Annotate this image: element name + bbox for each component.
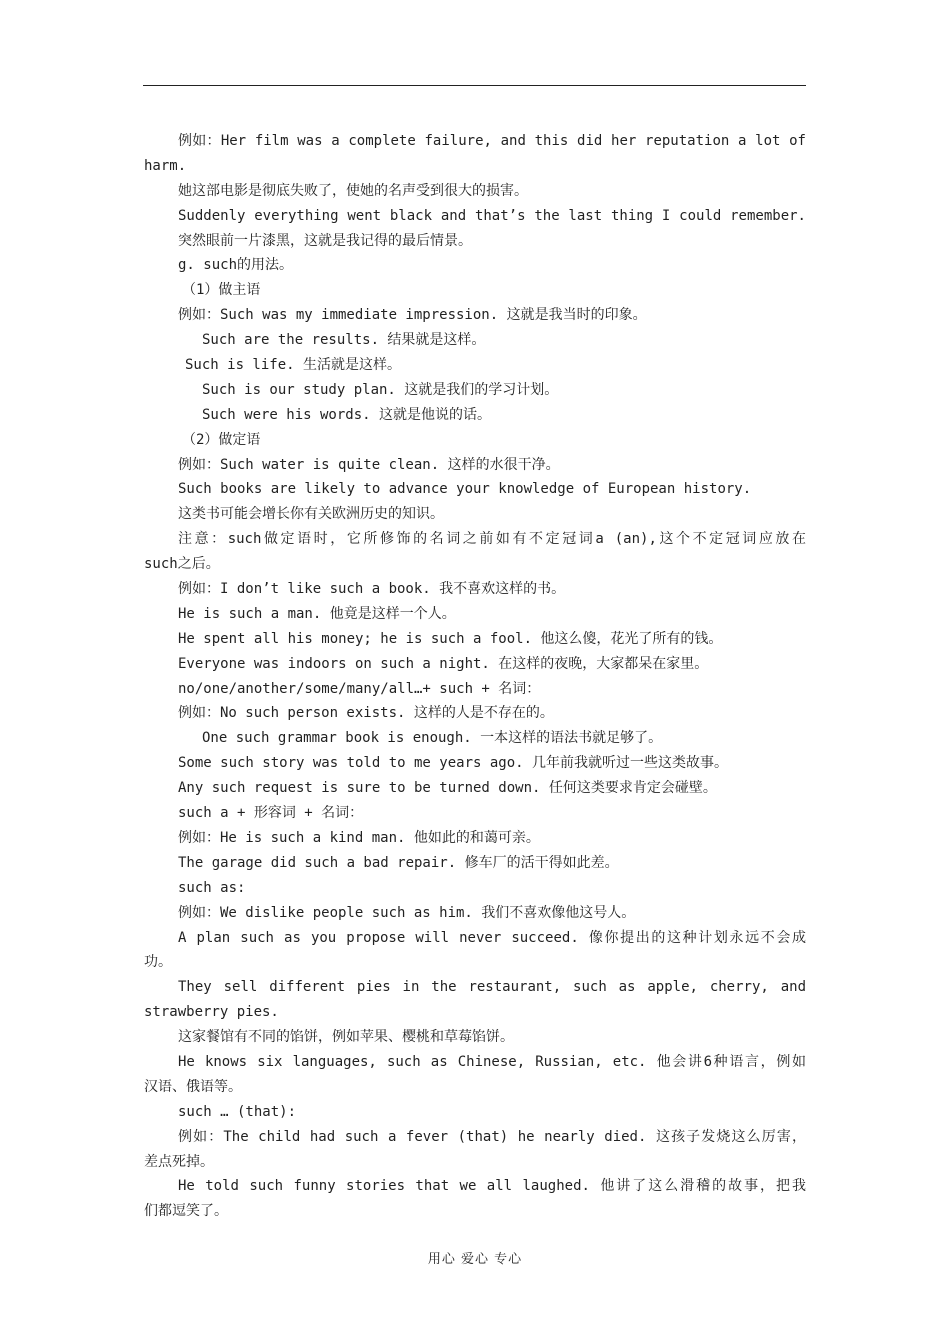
text-line: 例如：Her film was a complete failure, and this did her reputation a lot of	[178, 133, 806, 149]
page-footer: 用心 爱心 专心	[427, 1252, 523, 1267]
text-line: Such are the results. 结果就是这样。	[202, 332, 486, 349]
text-line: Such is life. 生活就是这样。	[185, 357, 402, 374]
text-line: no/one/another/some/many/all…+ such + 名词：	[178, 680, 541, 697]
text-line: Such is our study plan. 这就是我们的学习计划。	[202, 381, 559, 398]
text-line: 例如：He is such a kind man. 他如此的和蔼可亲。	[178, 829, 540, 846]
text-line: such … (that):	[178, 1103, 297, 1120]
text-line: He told such funny stories that we all laughed. 他讲了这么滑稽的故事，把我	[178, 1178, 806, 1195]
header-rule	[143, 85, 806, 86]
text-line: 注意：such做定语时，它所修饰的名词之前如有不定冠词a (an),这个不定冠词应放在	[178, 531, 806, 548]
text-line: harm.	[144, 157, 187, 174]
text-line: They sell different pies in the restaurant, such as apple, cherry, and	[178, 979, 806, 996]
text-line: He knows six languages, such as Chinese, Russian, etc. 他会讲6种语言，例如	[178, 1053, 806, 1070]
text-line: He spent all his money; he is such a fool. 他这么傻，花光了所有的钱。	[178, 630, 723, 647]
text-line: 她这部电影是彻底失败了，使她的名声受到很大的损害。	[178, 182, 528, 199]
text-line: 这类书可能会增长你有关欧洲历史的知识。	[178, 506, 444, 523]
text-line: He is such a man. 他竟是这样一个人。	[178, 605, 456, 622]
text-line: 汉语、俄语等。	[144, 1078, 242, 1095]
text-line: The garage did such a bad repair. 修车厂的活干得如此差。	[178, 854, 619, 871]
text-line: 差点死掉。	[144, 1153, 214, 1170]
text-line: 例如：Such water is quite clean. 这样的水很干净。	[178, 456, 560, 473]
text-line: such as:	[178, 879, 246, 896]
text-line: Such books are likely to advance your knowledge of European history.	[178, 481, 752, 498]
text-line: 例如：We dislike people such as him. 我们不喜欢像他这号人。	[178, 904, 636, 921]
text-line: 例如：No such person exists. 这样的人是不存在的。	[178, 705, 554, 722]
text-line: 例如：I don’t like such a book. 我不喜欢这样的书。	[178, 581, 566, 598]
text-line: Such were his words. 这就是他说的话。	[202, 406, 492, 423]
text-line: 这家餐馆有不同的馅饼，例如苹果、樱桃和草莓馅饼。	[178, 1029, 514, 1046]
text-line: Everyone was indoors on such a night. 在这样的夜晚，大家都呆在家里。	[178, 655, 709, 672]
text-line: strawberry pies.	[144, 1004, 279, 1021]
text-line: 例如：The child had such a fever (that) he nearly died. 这孩子发烧这么厉害，	[178, 1128, 806, 1145]
text-line: （2）做定语	[182, 431, 261, 448]
text-line: Suddenly everything went black and that’s the last thing I could remember.	[178, 207, 806, 224]
text-line: g. such的用法。	[178, 257, 294, 274]
text-line: A plan such as you propose will never succeed. 像你提出的这种计划永远不会成	[178, 929, 806, 946]
text-line: 突然眼前一片漆黑，这就是我记得的最后情景。	[178, 232, 472, 249]
document-body	[144, 129, 806, 1224]
text-line: （1）做主语	[182, 282, 261, 299]
text-line: 例如：Such was my immediate impression. 这就是我当时的印象。	[178, 307, 647, 324]
text-line: such之后。	[144, 556, 220, 573]
text-line: One such grammar book is enough. 一本这样的语法书就足够了。	[202, 730, 663, 747]
text-line: 功。	[144, 954, 172, 971]
text-line: 们都逗笑了。	[144, 1203, 228, 1220]
text-line: such a + 形容词 + 名词：	[178, 805, 364, 822]
text-line: Any such request is sure to be turned down. 任何这类要求肯定会碰壁。	[178, 780, 717, 797]
text-line: Some such story was told to me years ago. 几年前我就听过一些这类故事。	[178, 755, 729, 772]
